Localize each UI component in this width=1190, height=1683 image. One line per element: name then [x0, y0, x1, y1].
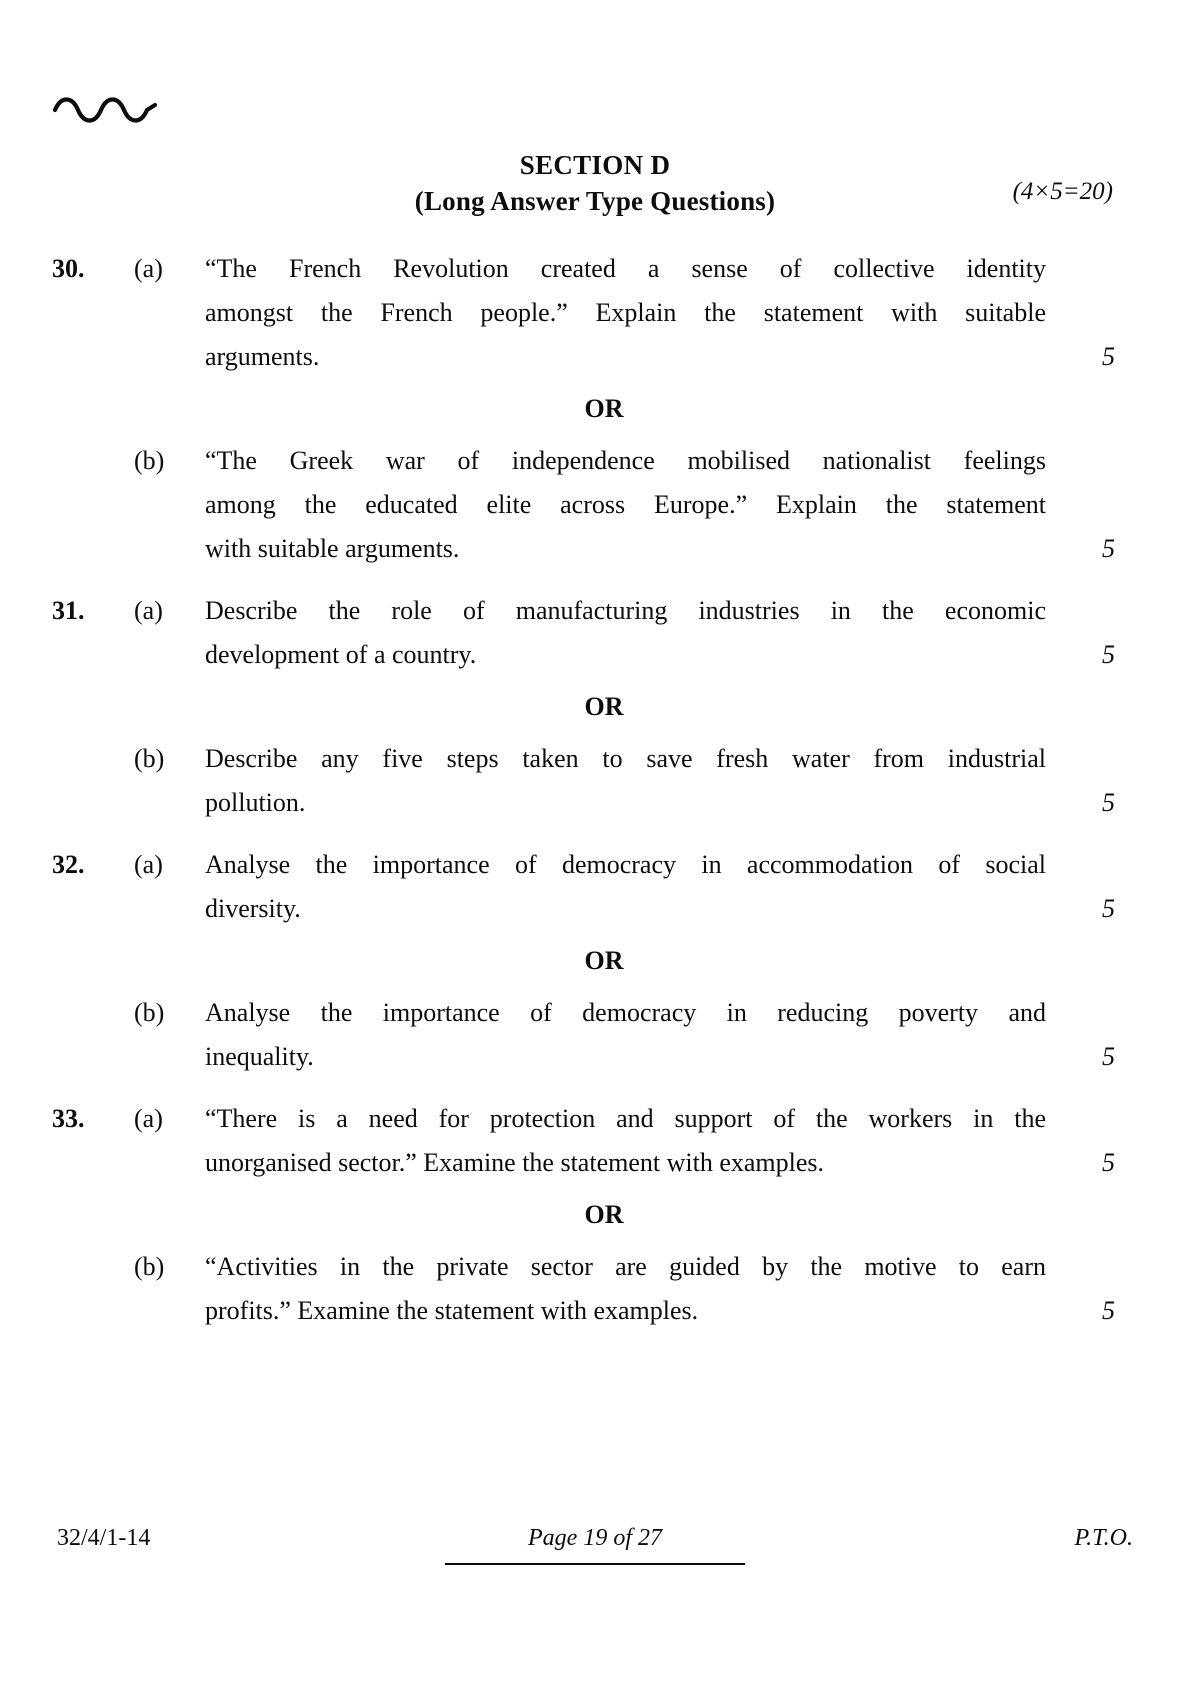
question-text: [205, 1097, 1138, 1185]
question-row: [0, 1097, 1190, 1185]
question-block: [0, 589, 1190, 843]
question-marks: 5: [1102, 1296, 1115, 1325]
question-text: [205, 1245, 1138, 1333]
question-marks: 5: [1102, 894, 1115, 923]
question-text-line: with suitable arguments.: [205, 534, 460, 563]
question-text-line: “The Greek war of independence mobilised nationalist feelings: [205, 446, 1046, 475]
spacer: [0, 1185, 1190, 1193]
spacer: [0, 825, 1190, 843]
page-title: SECTION D: [519, 150, 671, 180]
question-text-line: Analyse the importance of democracy in reducing poverty and: [205, 998, 1046, 1027]
question-text-line: amongst the French people.” Explain the statement with suitable: [205, 298, 1046, 327]
question-block: [0, 247, 1190, 589]
question-text-line: inequality.: [205, 1042, 314, 1071]
question-row: [0, 247, 1190, 379]
question-part-label: (a): [134, 1104, 163, 1133]
question-row: [0, 737, 1190, 825]
question-number: 30.: [52, 254, 85, 283]
or-separator: OR: [584, 692, 624, 721]
questions-container: [0, 247, 1190, 1351]
question-marks: 5: [1102, 342, 1115, 371]
question-text-line: “There is a need for protection and support of the workers in the: [205, 1104, 1046, 1133]
question-row: [0, 589, 1190, 677]
question-text: [205, 247, 1138, 379]
question-row: [0, 439, 1190, 571]
question-part-label: (b): [134, 744, 165, 773]
question-marks: 5: [1102, 1148, 1115, 1177]
spacer: [0, 1079, 1190, 1097]
spacer: [0, 431, 1190, 439]
question-marks: 5: [1102, 788, 1115, 817]
section-header: [0, 148, 1190, 219]
question-marks: 5: [1102, 640, 1115, 669]
spacer: [0, 571, 1190, 589]
question-text-line: “The French Revolution created a sense of collective identity: [205, 254, 1046, 283]
question-row: [0, 843, 1190, 931]
spacer: [0, 1237, 1190, 1245]
question-part-label: (b): [134, 446, 165, 475]
question-marks: 5: [1102, 1042, 1115, 1071]
question-part-label: (b): [134, 1252, 165, 1281]
question-part-label: (a): [134, 596, 163, 625]
section-subtitle: (Long Answer Type Questions): [414, 185, 776, 216]
spacer: [0, 729, 1190, 737]
question-text-line: Describe any five steps taken to save fresh water from industrial: [205, 744, 1046, 773]
or-separator: OR: [584, 1200, 624, 1229]
question-text-line: development of a country.: [205, 640, 477, 669]
spacer: [0, 379, 1190, 387]
spacer: [0, 931, 1190, 939]
wavy-squiggle-mark: [52, 92, 162, 126]
question-text-line: profits.” Examine the statement with examples.: [205, 1296, 699, 1325]
spacer: [0, 1333, 1190, 1351]
question-text-line: unorganised sector.” Examine the statement with examples.: [205, 1148, 825, 1177]
question-text: [205, 589, 1138, 677]
question-part-label: (a): [134, 850, 163, 879]
footer-divider: [445, 1563, 745, 1565]
question-row: [0, 1245, 1190, 1333]
question-part-label: (b): [134, 998, 165, 1027]
question-block: [0, 843, 1190, 1097]
question-text-line: Analyse the importance of democracy in accommodation of social: [205, 850, 1046, 879]
spacer: [0, 677, 1190, 685]
question-part-label: (a): [134, 254, 163, 283]
question-number: 33.: [52, 1104, 85, 1133]
or-separator: OR: [584, 946, 624, 975]
question-marks: 5: [1102, 534, 1115, 563]
question-text-line: among the educated elite across Europe.” Explain the statement: [205, 490, 1046, 519]
question-text-line: pollution.: [205, 788, 306, 817]
paper-code: 32/4/1-14: [57, 1525, 151, 1551]
question-text-line: diversity.: [205, 894, 301, 923]
question-number: 32.: [52, 850, 85, 879]
question-row: [0, 991, 1190, 1079]
question-text: [205, 737, 1138, 825]
page-footer: [0, 1525, 1190, 1565]
question-number: 31.: [52, 596, 85, 625]
question-text-line: “Activities in the private sector are guided by the motive to earn: [205, 1252, 1046, 1281]
pto-label: P.T.O.: [1074, 1525, 1133, 1551]
or-separator: OR: [584, 394, 624, 423]
question-text: [205, 843, 1138, 931]
question-block: [0, 1097, 1190, 1351]
question-text: [205, 439, 1138, 571]
section-marks-note: (4×5=20): [1012, 178, 1113, 205]
question-text-line: arguments.: [205, 342, 320, 371]
question-text-line: Describe the role of manufacturing industries in the economic: [205, 596, 1046, 625]
spacer: [0, 983, 1190, 991]
page-number: Page 19 of 27: [528, 1525, 662, 1551]
question-text: [205, 991, 1138, 1079]
